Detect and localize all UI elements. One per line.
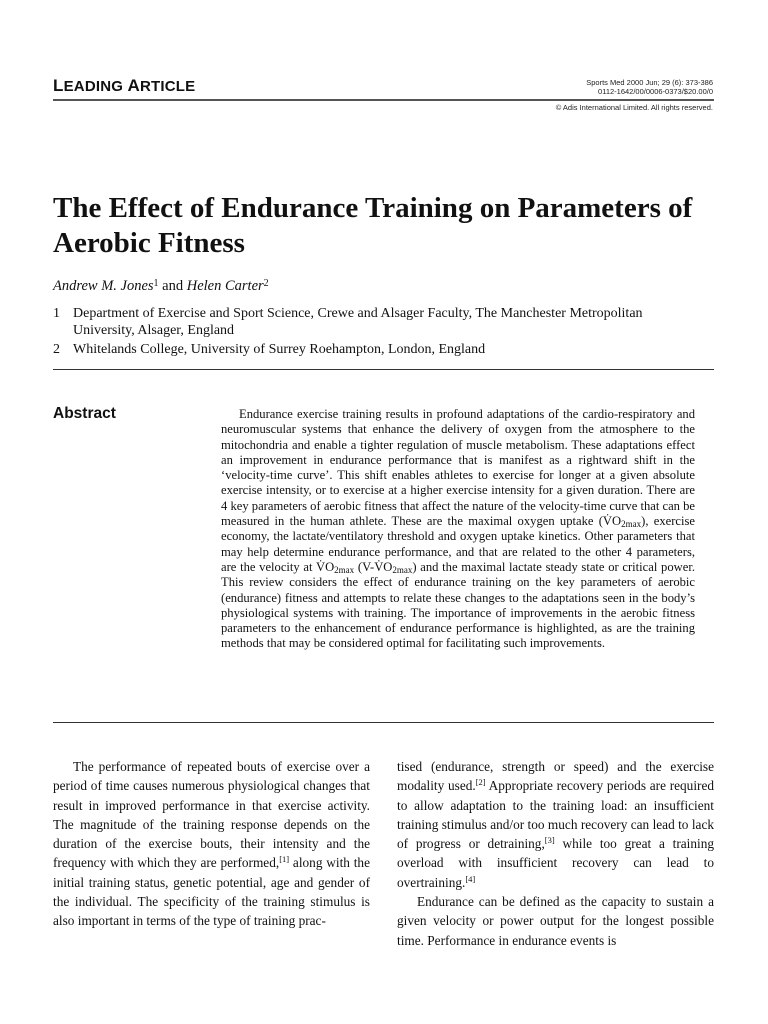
citation-line: Sports Med 2000 Jun; 29 (6): 373-386 [586,78,713,87]
author-name: Helen Carter [186,278,264,294]
body-column-right [397,757,714,950]
author-affiliation-mark: 1 [153,278,159,289]
section-label: LEADING ARTICLE [53,76,196,95]
affiliations [53,305,693,360]
author-name: Andrew M. Jones [53,278,154,294]
divider [53,722,714,723]
affiliation-item [53,341,693,358]
author-affiliation-mark: 2 [263,278,269,289]
copyright-notice: © Adis International Limited. All rights reserved. [555,103,713,112]
affiliation-number: 2 [53,342,60,357]
reference-link[interactable]: [4] [465,873,476,884]
affiliation-number: 1 [53,306,60,321]
affiliation-item [53,305,693,339]
body-paragraph: The performance of repeated bouts of exercise over a period of time causes numerous physiological changes that result in improved performance in that exercise activity. The magnitude of the training response depends on the duration of the exercise bouts, their intensity and the frequency with which they are performed,[1] along with the initial training status, genetic potential, age and gender of the individual. The specificity of the training stimulus is also important in terms of the type of training prac- [53,759,370,929]
issn-line: 0112-1642/00/0006-0373/$20.00/0 [598,87,713,96]
divider [53,369,714,370]
reference-link[interactable]: [2] [475,777,486,788]
author-line [53,278,269,295]
affiliation-text: Department of Exercise and Sport Science, Crewe and Alsager Faculty, The Manchester Metropolitan University, Alsager, England [73,306,643,338]
header-rule [53,99,714,101]
article-title: The Effect of Endurance Training on Parameters of Aerobic Fitness [53,192,693,259]
reference-link[interactable]: [1] [279,854,290,865]
body-column-left [53,757,370,931]
abstract-heading: Abstract [53,405,116,422]
reference-link[interactable]: [3] [544,835,555,846]
authors-joiner: and [158,278,187,294]
abstract-text: Endurance exercise training results in profound adaptations of the cardio-respiratory and neuromuscular systems that enhance the delivery of oxygen from the atmosphere to the mitochondria and enable a tighter regulation of muscle metabolism. These adaptations effect an improvement in endurance performance that is manifest as a rightward shift in the ‘velocity-time curve’. This shift enables athletes to exercise for longer at a given absolute exercise intensity, or to exercise at a higher exercise intensity for a given duration. There are 4 key parameters of aerobic fitness that affect the nature of the velocity-time curve that can be measured in the human athlete. These are the maximal oxygen uptake $(V̇O_{2max})$, exercise economy, the lactate/ventilatory threshold and oxygen uptake kinetics. Other parameters that may help determine endurance performance, and that are related to the other 4 parameters, are the velocity at $V̇O_{2max}$ $(V-V̇O_{2max})$ and the maximal lactate steady state or critical power. This review considers the effect of endurance training on the key parameters of aerobic (endurance) fitness and attempts to relate these changes to the adaptations seen in the body’s physiological systems with training. The importance of improvements in the aerobic fitness parameters to the enhancement of endurance performance is highlighted, as are the training methods that may be considered optimal for facilitating such improvements. [221,407,695,651]
body-paragraph: tised (endurance, strength or speed) and the exercise modality used.[2] Appropriate recovery periods are required to allow adaptation to the training load: an insufficient training stimulus and/or too much recovery can lead to lack of progress or detraining,[3] while too great a training overload with insufficient recovery can lead to overtraining.[4] [397,759,714,890]
body-paragraph: Endurance can be defined as the capacity to sustain a given velocity or power output for the longest possible time. Performance in endurance events is [397,894,714,948]
affiliation-text: Whitelands College, University of Surrey Roehampton, London, England [73,342,486,357]
journal-citation [586,78,713,96]
